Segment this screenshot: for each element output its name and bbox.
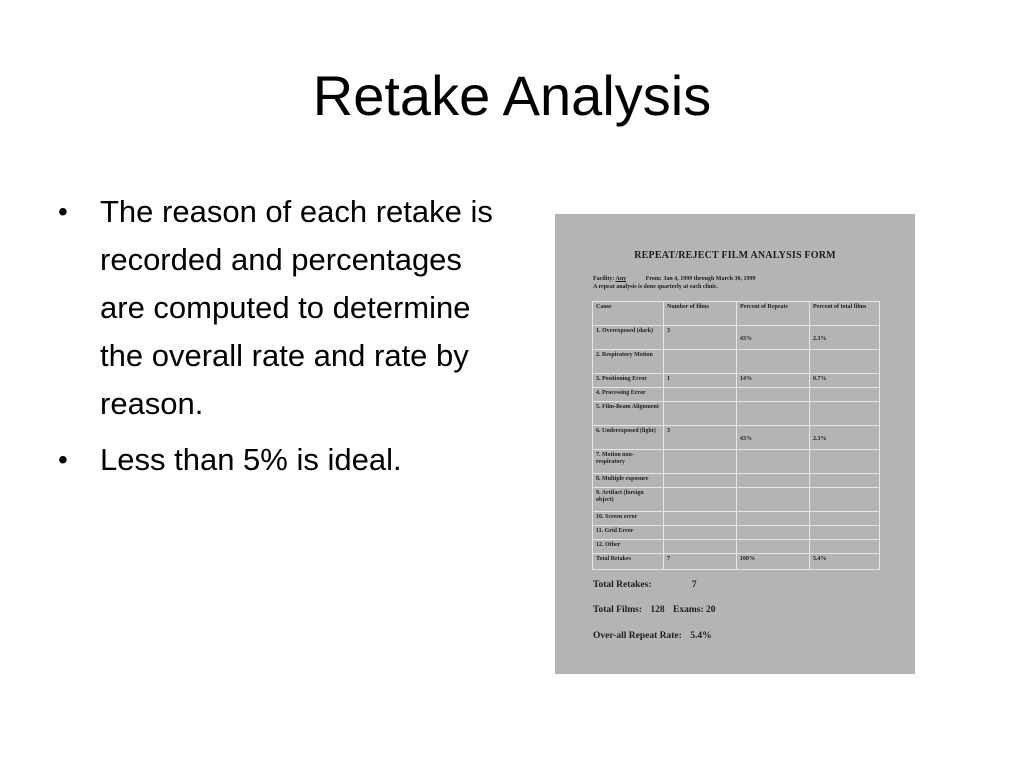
percent-repeats-cell: 14% [737, 374, 810, 388]
films-cell [664, 540, 737, 554]
cause-cell: 5. Film-Beam Alignment [593, 402, 664, 426]
table-row [593, 426, 880, 450]
percent-repeats-cell [737, 526, 810, 540]
table-row [593, 326, 880, 350]
cause-cell: 12. Other [593, 540, 664, 554]
percent-total-cell: 5.4% [810, 554, 880, 570]
percent-total-cell [810, 402, 880, 426]
films-cell [664, 512, 737, 526]
cause-cell: 11. Grid Error [593, 526, 664, 540]
overall-rate-line [593, 631, 712, 641]
column-header: Percent of total films [810, 302, 880, 326]
cause-cell: 8. Multiple exposure [593, 474, 664, 488]
bullet-list [58, 188, 498, 492]
bullet-icon: • [58, 196, 68, 227]
films-cell: 3 [664, 426, 737, 450]
percent-repeats-cell [737, 450, 810, 474]
facility-label: Facility: [593, 276, 615, 282]
films-cell [664, 402, 737, 426]
percent-repeats-cell [737, 540, 810, 554]
cause-cell: 3. Positioning Error [593, 374, 664, 388]
cause-cell: 7. Motion non-respiratory [593, 450, 664, 474]
form-table [592, 301, 880, 570]
percent-total-cell [810, 540, 880, 554]
column-header: Percent of Repeats [737, 302, 810, 326]
percent-total-cell [810, 388, 880, 402]
table-row [593, 540, 880, 554]
bullet-text: The reason of each retake is recorded and percentages are computed to determine the overall rate and rate by reason. [100, 194, 493, 421]
table-row [593, 474, 880, 488]
percent-total-cell: 2.3% [810, 326, 880, 350]
facility-value: Any [615, 276, 627, 282]
percent-total-cell [810, 526, 880, 540]
percent-repeats-cell: 43% [737, 426, 810, 450]
films-cell: 1 [664, 374, 737, 388]
films-cell [664, 488, 737, 512]
cause-cell: 1. Overexposed (dark) [593, 326, 664, 350]
table-row [593, 350, 880, 374]
total-retakes-label: Total Retakes: [593, 580, 652, 590]
percent-total-cell [810, 512, 880, 526]
percent-total-cell [810, 350, 880, 374]
form-title: REPEAT/REJECT FILM ANALYSIS FORM [634, 250, 836, 261]
percent-repeats-cell [737, 350, 810, 374]
cause-cell: 6. Underexposed (light) [593, 426, 664, 450]
bullet-item [58, 188, 498, 428]
bullet-text: Less than 5% is ideal. [100, 442, 402, 477]
films-cell [664, 450, 737, 474]
total-films-value: 128 [650, 605, 665, 615]
column-header: Cause [593, 302, 664, 326]
table-row [593, 388, 880, 402]
table-row [593, 450, 880, 474]
percent-total-cell [810, 450, 880, 474]
percent-repeats-cell [737, 474, 810, 488]
total-films-label: Total Films: [593, 605, 642, 615]
percent-total-cell: 0.7% [810, 374, 880, 388]
cause-cell: Total Retakes [593, 554, 664, 570]
percent-repeats-cell: 43% [737, 326, 810, 350]
form-image [555, 214, 915, 674]
percent-repeats-cell [737, 388, 810, 402]
films-cell: 7 [664, 554, 737, 570]
total-films-line [593, 605, 716, 615]
date-range: From: Jan 4, 1999 through March 30, 1999 [645, 276, 756, 282]
percent-total-cell [810, 488, 880, 512]
percent-total-cell [810, 474, 880, 488]
films-cell: 3 [664, 326, 737, 350]
slide-title: Retake Analysis [312, 64, 712, 127]
table-row [593, 488, 880, 512]
form-facility-line [593, 276, 756, 283]
cause-cell: 4. Processing Error [593, 388, 664, 402]
table-row [593, 402, 880, 426]
films-cell [664, 350, 737, 374]
percent-repeats-cell: 100% [737, 554, 810, 570]
films-cell [664, 388, 737, 402]
overall-rate-label: Over-all Repeat Rate: [593, 631, 682, 641]
table-row [593, 512, 880, 526]
percent-repeats-cell [737, 512, 810, 526]
total-retakes-line [593, 580, 697, 590]
table-row [593, 526, 880, 540]
table-header-row [593, 302, 880, 326]
overall-rate-value: 5.4% [690, 631, 712, 641]
bullet-item [58, 436, 498, 484]
bullet-icon: • [58, 444, 68, 475]
exams-label: Exams: [673, 605, 704, 615]
percent-total-cell: 2.3% [810, 426, 880, 450]
table-total-row [593, 554, 880, 570]
total-retakes-value: 7 [691, 580, 697, 590]
cause-cell: 10. Screen error [593, 512, 664, 526]
percent-repeats-cell [737, 488, 810, 512]
column-header: Number of films [664, 302, 737, 326]
table-row [593, 374, 880, 388]
films-cell [664, 526, 737, 540]
exams-value: 20 [706, 605, 716, 615]
cause-cell: 9. Artifact (foreign object) [593, 488, 664, 512]
form-note: A repeat analysis is done quarterly at each clinic. [593, 284, 719, 290]
films-cell [664, 474, 737, 488]
percent-repeats-cell [737, 402, 810, 426]
cause-cell: 2. Respiratory Motion [593, 350, 664, 374]
